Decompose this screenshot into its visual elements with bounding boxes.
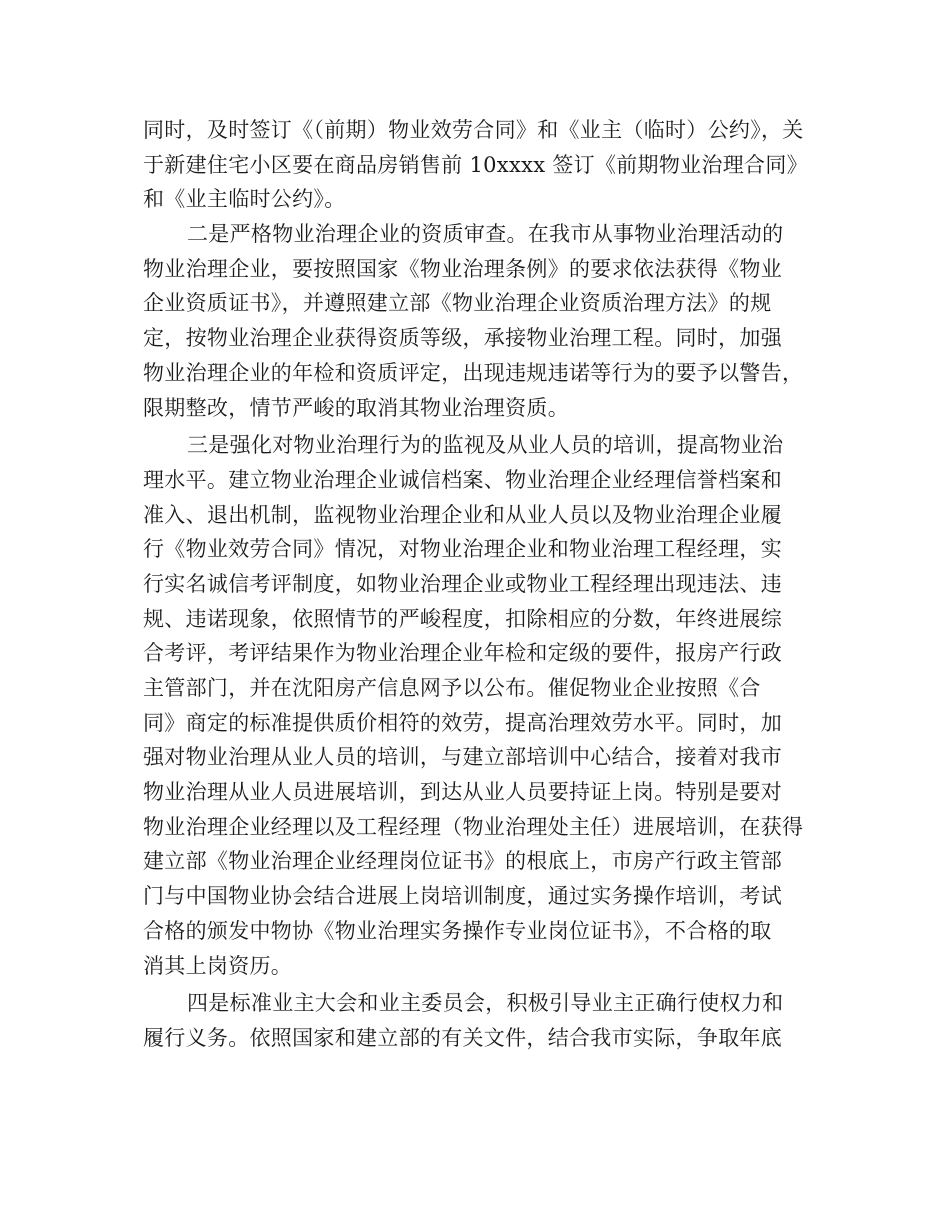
text-line: 定，按物业治理企业获得资质等级，承接物业治理工程。同时，加强 (143, 326, 782, 351)
body-text (143, 113, 813, 1056)
text-line: 物业治理企业经理以及工程经理（物业治理处主任）进展培训，在获得 (143, 814, 804, 839)
paragraph-4 (143, 986, 813, 1055)
text-line: 限期整改，情节严峻的取消其物业治理资质。 (143, 395, 569, 420)
paragraph-3 (143, 428, 813, 983)
text-line: 同时，及时签订《（前期）物业效劳合同》和《业主（临时）公约》，关 (143, 118, 804, 142)
text-line: 强对物业治理从业人员的培训，与建立部培训中心结合，接着对我市 (143, 745, 782, 770)
paragraph-2 (143, 217, 813, 425)
text-line: 物业治理企业，要按照国家《物业治理条例》的要求依法获得《物业 (143, 256, 782, 281)
text-line: 企业资质证书》，并遵照建立部《物业治理企业资质治理方法》的规 (143, 291, 772, 316)
text-line: 门与中国物业协会结合进展上岗培训制度，通过实务操作培训，考试 (143, 884, 782, 909)
text-line: 理水平。建立物业治理企业诚信档案、物业治理企业经理信誉档案和 (143, 467, 782, 492)
text-line: 物业治理企业的年检和资质评定，出现违规违诺等行为的要予以警告， (143, 360, 804, 385)
text-line: 同》商定的标准提供质价相符的效劳，提高治理效劳水平。同时，加 (143, 710, 782, 735)
text-line: 规、违诺现象，依照情节的严峻程度，扣除相应的分数，年终进展综 (143, 606, 782, 631)
text-line: 和《业主临时公约》。 (143, 187, 346, 212)
text-line: 二是严格物业治理企业的资质审查。在我市从事物业治理活动的 (187, 222, 784, 247)
text-line: 行《物业效劳合同》情况，对物业治理企业和物业治理工程经理，实 (143, 537, 782, 562)
text-line: 于新建住宅小区要在商品房销售前 10xxxx 签订《前期物业治理合同》 (143, 152, 808, 177)
text-line: 合格的颁发中物协《物业治理实务操作专业岗位证书》，不合格的取 (143, 918, 772, 943)
text-line: 四是标准业主大会和业主委员会，积极引导业主正确行使权力和 (187, 991, 784, 1016)
text-line: 三是强化对物业治理行为的监视及从业人员的培训，提高物业治 (187, 433, 784, 458)
text-line: 物业治理从业人员进展培训，到达从业人员要持证上岗。特别是要对 (143, 780, 782, 805)
text-line: 行实名诚信考评制度，如物业治理企业或物业工程经理出现违法、违 (143, 571, 782, 596)
text-line: 准入、退出机制，监视物业治理企业和从业人员以及物业治理企业履 (143, 502, 782, 527)
text-line: 主管部门，并在沈阳房产信息网予以公布。催促物业企业按照《合 (143, 676, 761, 700)
paragraph-1 (143, 113, 813, 217)
text-line: 建立部《物业治理企业经理岗位证书》的根底上，市房产行政主管部 (143, 849, 782, 874)
text-line: 履行义务。依照国家和建立部的有关文件，结合我市实际，争取年底 (143, 1025, 782, 1050)
text-line: 消其上岗资历。 (143, 953, 293, 978)
text-line: 合考评，考评结果作为物业治理企业年检和定级的要件，报房产行政 (143, 641, 782, 666)
